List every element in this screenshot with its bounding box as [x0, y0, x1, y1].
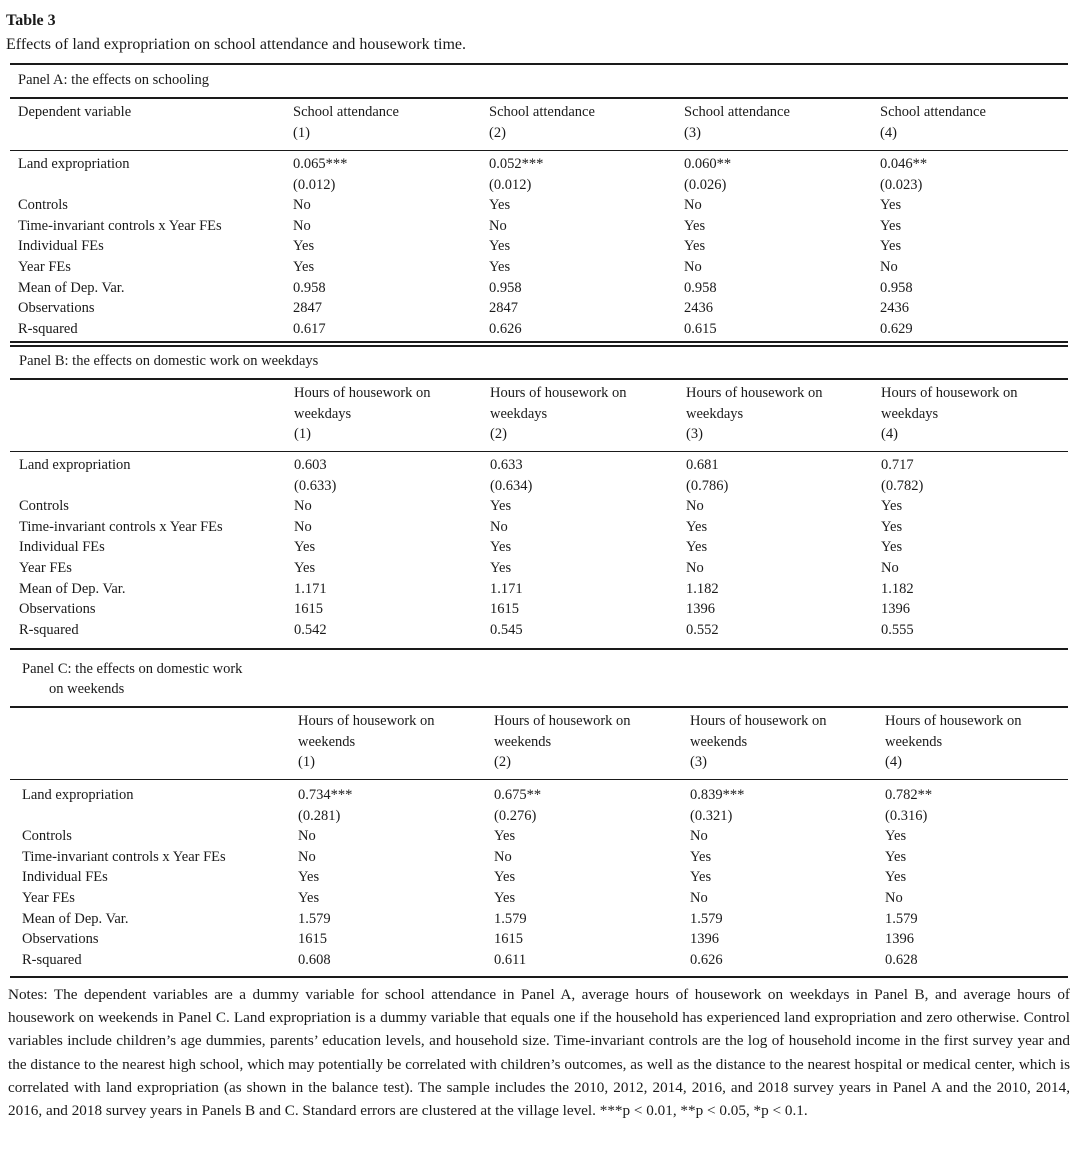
table-cell: 0.958: [293, 279, 326, 296]
column-header: (4): [880, 124, 897, 141]
table-cell: 0.958: [880, 279, 913, 296]
table-cell: 0.617: [293, 320, 326, 337]
column-header: (2): [490, 426, 507, 443]
table-cell: No: [686, 560, 704, 576]
table-cell: (0.023): [880, 176, 923, 193]
table-cell: No: [489, 217, 507, 234]
table-cell: Yes: [686, 518, 708, 535]
column-header: weekends: [494, 733, 552, 750]
column-header: (3): [684, 124, 701, 141]
column-header: Hours of housework on: [686, 385, 823, 401]
table-cell: 1.579: [690, 910, 723, 927]
row-label: Land expropriation: [22, 787, 134, 803]
panel-bottom-rule: [10, 976, 1068, 978]
table-cell: No: [690, 890, 708, 906]
table-cell: No: [885, 890, 903, 906]
panel-bottom-rule: [10, 341, 1068, 343]
table-cell: 2847: [489, 300, 518, 317]
table-cell: Yes: [885, 828, 907, 845]
table-cell: No: [293, 197, 311, 214]
row-label: Observations: [18, 300, 95, 317]
table-cell: Yes: [298, 890, 320, 906]
table-cell: Yes: [880, 217, 902, 234]
table-cell: 0.629: [880, 320, 913, 337]
column-header: weekdays: [294, 405, 352, 422]
table-cell: 0.615: [684, 320, 717, 337]
panel-title: Panel A: the effects on schooling: [18, 72, 210, 88]
table-cell: No: [880, 259, 898, 275]
column-header: weekends: [298, 733, 356, 750]
table-cell: 1.171: [294, 580, 327, 597]
table-cell: Yes: [686, 539, 708, 556]
row-label: Controls: [22, 828, 72, 845]
table-cell: 1615: [494, 931, 523, 948]
table-cell: No: [490, 518, 508, 535]
column-header: Hours of housework on: [494, 713, 631, 729]
table-cell: No: [684, 197, 702, 214]
row-label: Mean of Dep. Var.: [22, 910, 129, 927]
column-header: (1): [298, 754, 315, 771]
table-cell: 2436: [880, 300, 909, 317]
row-label: Controls: [18, 197, 68, 214]
table-cell: No: [686, 498, 704, 515]
table-cell: 0.675**: [494, 787, 542, 803]
table-cell: 0.060**: [684, 156, 732, 172]
table-cell: Yes: [885, 848, 907, 865]
table-cell: Yes: [490, 498, 512, 515]
row-label: Observations: [22, 931, 99, 948]
table-cell: (0.316): [885, 807, 928, 824]
column-header: (2): [489, 124, 506, 141]
table-cell: Yes: [294, 560, 316, 576]
column-header: Hours of housework on: [881, 385, 1018, 401]
body-rule: [10, 451, 1068, 452]
table-cell: 0.626: [690, 951, 723, 968]
panel-top-rule: [10, 63, 1068, 65]
row-label: Time-invariant controls x Year FEs: [19, 518, 223, 535]
table-cell: 0.046**: [880, 156, 928, 172]
table-cell: 0.542: [294, 621, 327, 638]
table-cell: 1.579: [298, 910, 331, 927]
column-header: (3): [686, 426, 703, 443]
row-label: Year FEs: [22, 890, 75, 906]
table-cell: Yes: [684, 217, 706, 234]
column-header: School attendance: [293, 104, 399, 120]
table-cell: 0.628: [885, 951, 918, 968]
table-cell: 0.555: [881, 621, 914, 638]
table-cell: No: [684, 259, 702, 275]
table-cell: (0.633): [294, 477, 337, 494]
table-cell: 0.958: [489, 279, 522, 296]
table-cell: 0.545: [490, 621, 523, 638]
table-cell: 0.552: [686, 621, 719, 638]
table-cell: Yes: [881, 518, 903, 535]
row-label: Land expropriation: [19, 457, 131, 473]
table-cell: 1.182: [686, 580, 719, 597]
table-cell: 0.681: [686, 457, 719, 473]
table-cell: 0.958: [684, 279, 717, 296]
table-cell: Yes: [880, 197, 902, 214]
table-cell: 0.782**: [885, 787, 933, 803]
table-cell: 0.611: [494, 951, 527, 968]
column-header: (4): [881, 426, 898, 443]
table-cell: (0.321): [690, 807, 733, 824]
table-cell: 1615: [490, 601, 519, 618]
table-cell: 0.065***: [293, 156, 348, 172]
column-header: School attendance: [684, 104, 790, 120]
table-cell: Yes: [690, 869, 712, 886]
row-label: Land expropriation: [18, 156, 130, 172]
table-caption: Effects of land expropriation on school attendance and housework time.: [6, 36, 467, 53]
table-cell: Yes: [489, 259, 511, 275]
table-cell: No: [494, 848, 512, 865]
panel-bottom-rule: [10, 648, 1068, 650]
table-cell: (0.012): [293, 176, 336, 193]
row-label: Time-invariant controls x Year FEs: [22, 848, 226, 865]
row-label: Individual FEs: [18, 238, 104, 255]
table-cell: (0.782): [881, 477, 924, 494]
panel-title: Panel C: the effects on domestic work: [22, 661, 243, 677]
table-cell: Yes: [294, 539, 316, 556]
table-cell: No: [298, 828, 316, 845]
table-cell: (0.786): [686, 477, 729, 494]
table-cell: No: [881, 560, 899, 576]
column-header: Hours of housework on: [885, 713, 1022, 729]
table-cell: 1396: [881, 601, 910, 618]
table-cell: No: [690, 828, 708, 845]
table-cell: 0.717: [881, 457, 914, 473]
column-header: (4): [885, 754, 902, 771]
panel-title: on weekends: [49, 681, 125, 697]
table-cell: 0.633: [490, 457, 523, 473]
column-header: Hours of housework on: [298, 713, 435, 729]
column-header: weekends: [885, 733, 943, 750]
table-cell: Yes: [298, 869, 320, 886]
column-header: weekdays: [881, 405, 939, 422]
table-cell: 1396: [686, 601, 715, 618]
column-header: weekends: [690, 733, 748, 750]
column-header: weekdays: [490, 405, 548, 422]
column-header: (1): [293, 124, 310, 141]
table-cell: 0.608: [298, 951, 331, 968]
table-cell: No: [298, 848, 316, 865]
table-cell: Yes: [885, 869, 907, 886]
table-cell: No: [294, 498, 312, 515]
header-rule: [10, 378, 1068, 380]
table-cell: Yes: [684, 238, 706, 255]
table-cell: Yes: [489, 238, 511, 255]
table-cell: 1615: [298, 931, 327, 948]
table-cell: (0.276): [494, 807, 537, 824]
table-cell: 0.734***: [298, 787, 353, 803]
header-label: Dependent variable: [18, 104, 132, 120]
column-header: weekdays: [686, 405, 744, 422]
table-cell: Yes: [490, 539, 512, 556]
table-cell: 1.579: [885, 910, 918, 927]
table-cell: No: [294, 518, 312, 535]
row-label: Year FEs: [18, 259, 71, 275]
table-cell: Yes: [880, 238, 902, 255]
column-header: (2): [494, 754, 511, 771]
row-label: R-squared: [22, 951, 82, 968]
column-header: Hours of housework on: [294, 385, 431, 401]
table-cell: 1615: [294, 601, 323, 618]
table-cell: (0.012): [489, 176, 532, 193]
table-cell: Yes: [490, 560, 512, 576]
row-label: Mean of Dep. Var.: [18, 279, 125, 296]
column-header: School attendance: [880, 104, 986, 120]
table-number: Table 3: [6, 12, 56, 29]
column-header: School attendance: [489, 104, 595, 120]
table-cell: 1.579: [494, 910, 527, 927]
table-cell: (0.026): [684, 176, 727, 193]
row-label: Individual FEs: [19, 539, 105, 556]
body-rule: [10, 779, 1068, 780]
table-cell: 1396: [885, 931, 914, 948]
column-header: (3): [690, 754, 707, 771]
table-cell: 1.171: [490, 580, 523, 597]
row-label: Observations: [19, 601, 96, 618]
header-rule: [10, 706, 1068, 708]
table-cell: Yes: [881, 498, 903, 515]
table-cell: 1396: [690, 931, 719, 948]
table-cell: Yes: [293, 259, 315, 275]
table-cell: Yes: [494, 869, 516, 886]
row-label: Year FEs: [19, 560, 72, 576]
column-header: Hours of housework on: [490, 385, 627, 401]
row-label: R-squared: [18, 320, 78, 337]
table-cell: 0.052***: [489, 156, 544, 172]
table-cell: Yes: [494, 828, 516, 845]
table-cell: Yes: [489, 197, 511, 214]
table-cell: (0.281): [298, 807, 341, 824]
table-cell: Yes: [494, 890, 516, 906]
header-rule: [10, 97, 1068, 99]
table-cell: Yes: [881, 539, 903, 556]
row-label: R-squared: [19, 621, 79, 638]
table-cell: 2847: [293, 300, 322, 317]
column-header: Hours of housework on: [690, 713, 827, 729]
row-label: Controls: [19, 498, 69, 515]
table-cell: (0.634): [490, 477, 533, 494]
table-cell: 0.603: [294, 457, 327, 473]
table-cell: 2436: [684, 300, 713, 317]
panel-title: Panel B: the effects on domestic work on weekdays: [19, 353, 319, 369]
row-label: Individual FEs: [22, 869, 108, 886]
table-cell: 1.182: [881, 580, 914, 597]
body-rule: [10, 150, 1068, 151]
row-label: Mean of Dep. Var.: [19, 580, 126, 597]
table-cell: No: [293, 217, 311, 234]
table-cell: Yes: [293, 238, 315, 255]
column-header: (1): [294, 426, 311, 443]
table-cell: Yes: [690, 848, 712, 865]
table-cell: 0.626: [489, 320, 522, 337]
row-label: Time-invariant controls x Year FEs: [18, 217, 222, 234]
table-notes: Notes: The dependent variables are a dummy variable for school attendance in Panel A, average hours of housework on weekdays in Panel B, and average hours of housework on weekends in Panel C. Land expropriation is a dummy variable that equals one if the household has experienced land expropriation and zero otherwise. Control variables include children’s age dummies, parents’ education levels, and household size. Time-invariant controls are the log of household income in the first survey year and the distance to the nearest high school, which may potentially be correlated with children’s outcomes, as well as the distance to the nearest hospital or medical center, which is correlated with land expropriation (as shown in the balance test). The sample includes the 2010, 2012, 2014, 2016, and 2018 survey years in Panel A and the 2010, 2014, 2016, and 2018 survey years in Panels B and C. Standard errors are clustered at the village level. ***p < 0.01, **p < 0.05, *p < 0.1.: [8, 986, 1070, 1120]
panel-top-rule: [10, 345, 1068, 347]
table-cell: 0.839***: [690, 787, 745, 803]
